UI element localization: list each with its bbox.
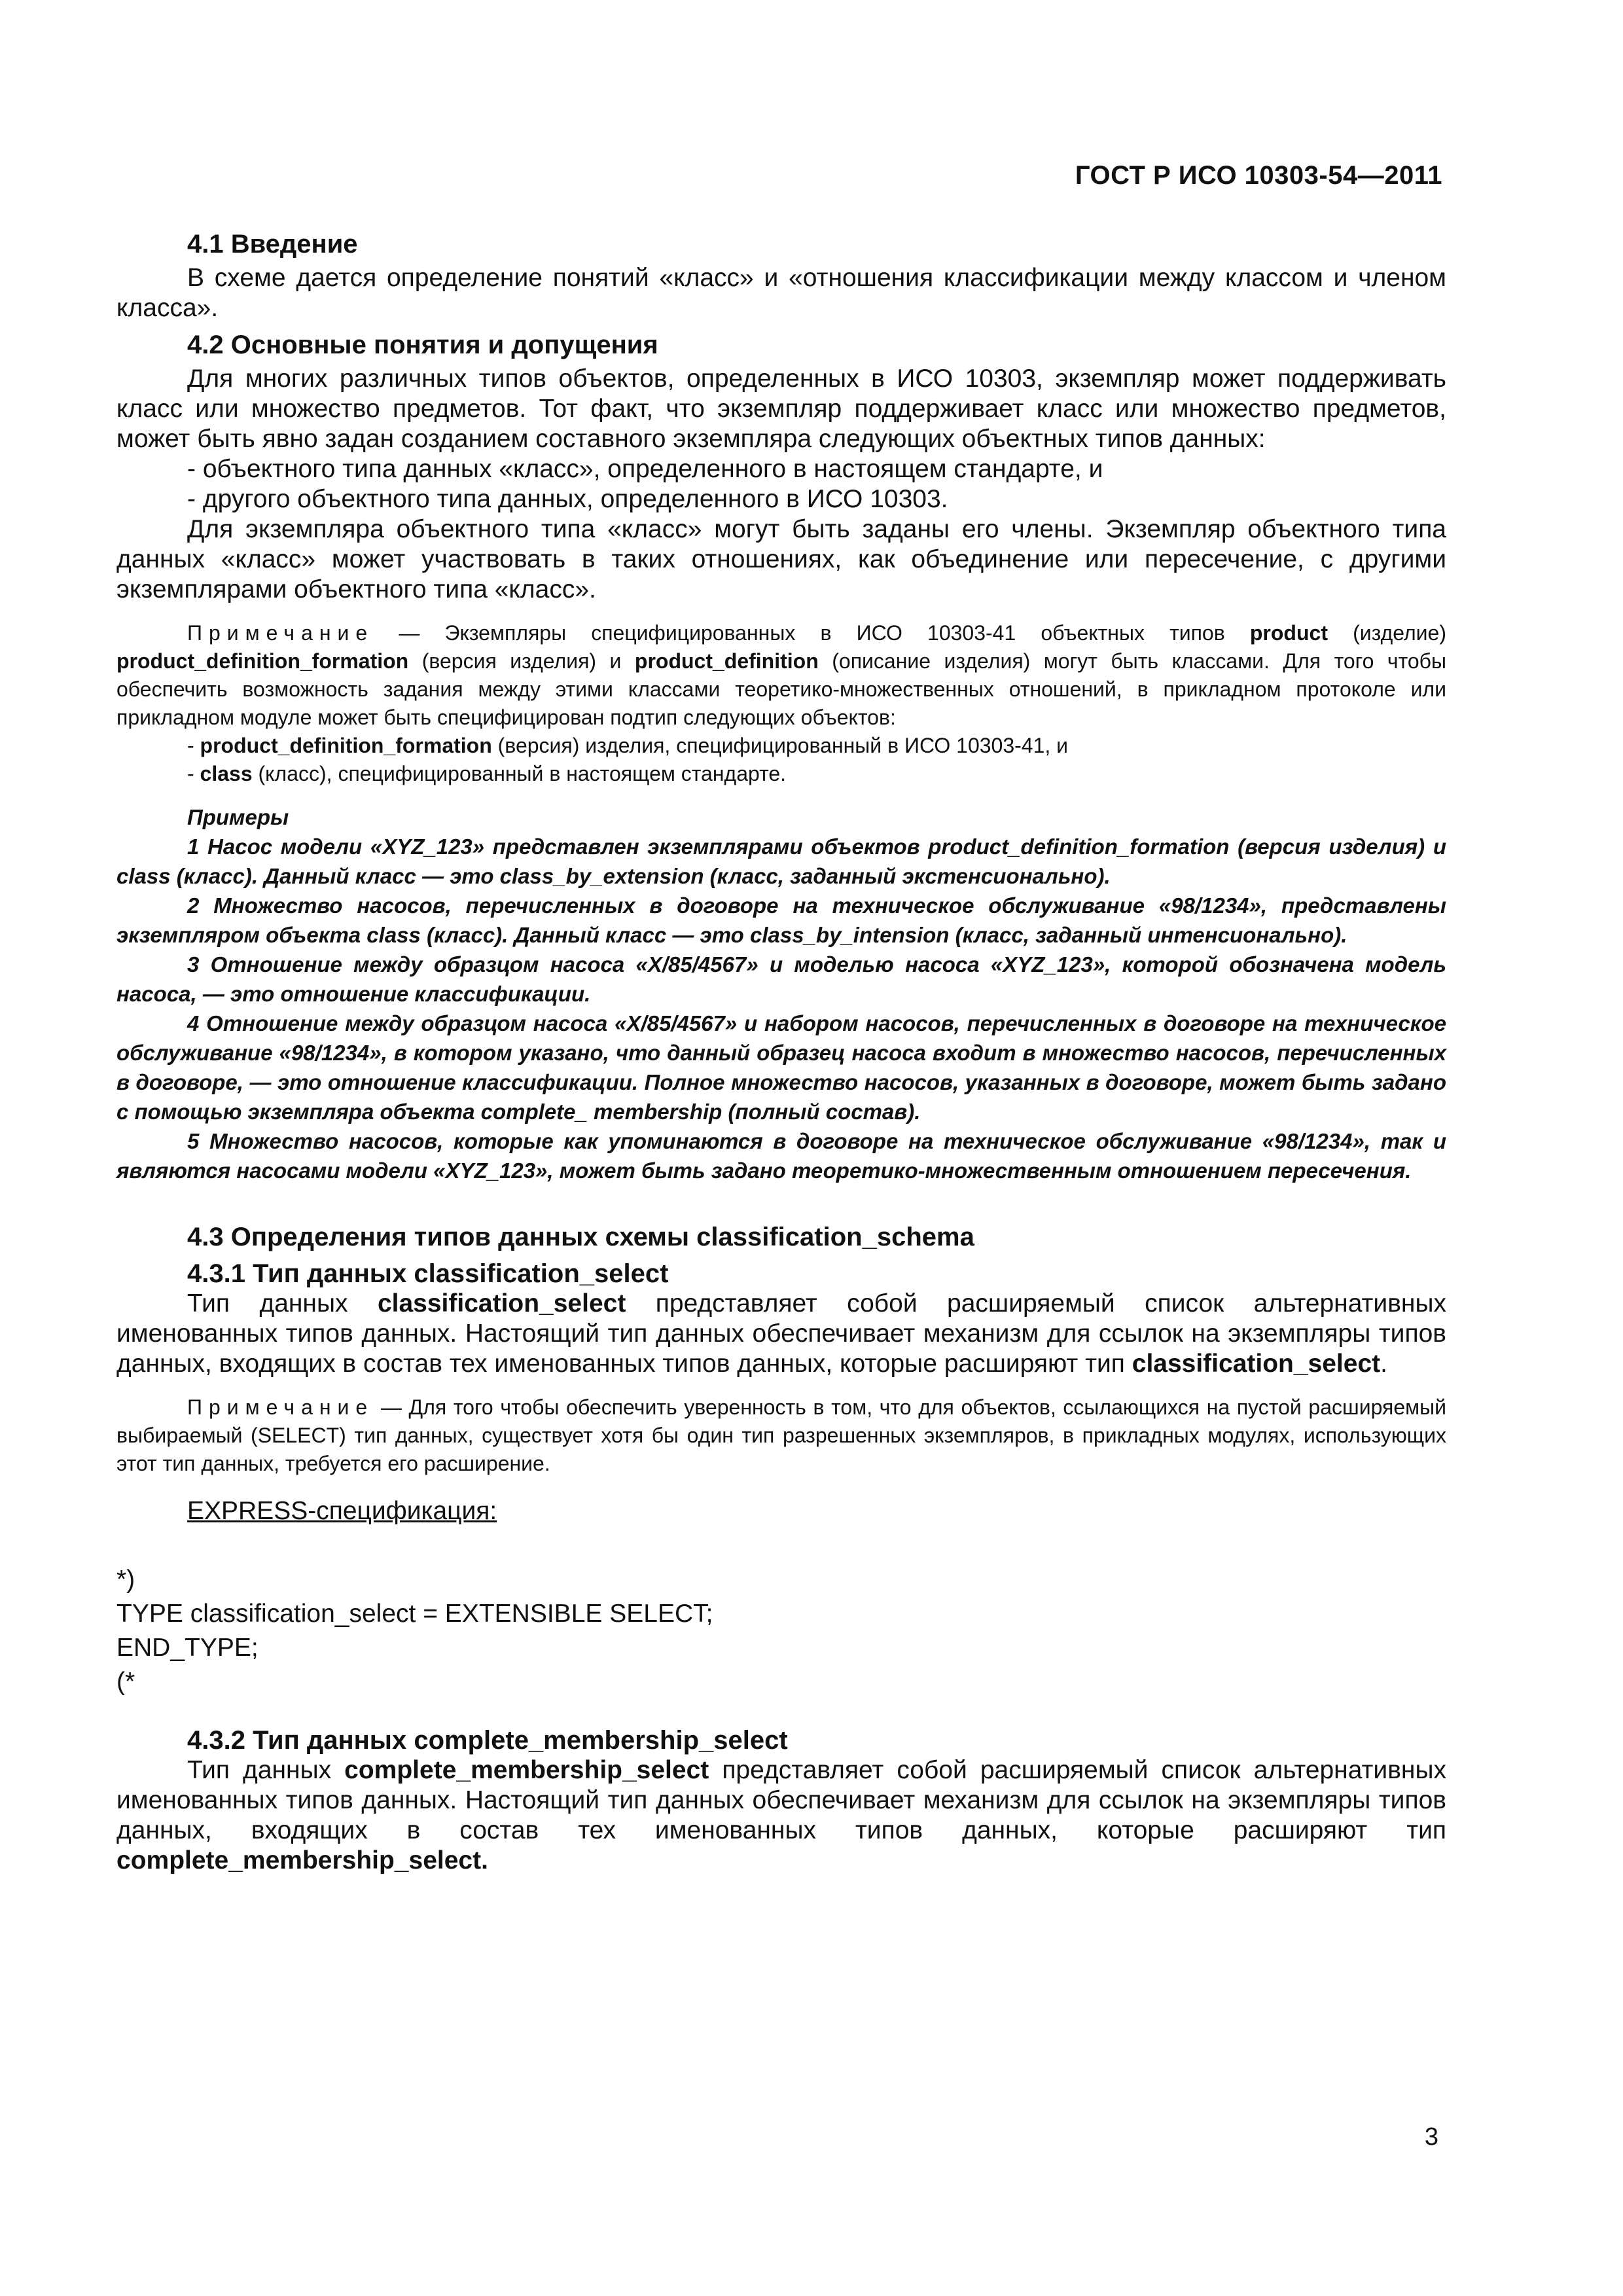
note-text: (версия изделия) и [408, 649, 635, 673]
note-term: product_definition [634, 649, 819, 673]
section-4-3-2-paragraph [116, 1755, 1446, 1876]
example-3: 3 Отношение между образцом насоса «X/85/4567» и моделью насоса «XYZ_123», которой обозначена модель насоса, — это отношение классификации. [116, 952, 1446, 1006]
section-4-1-paragraph: В схеме дается определение понятий «класс» и «отношения классификации между классом и членом класса». [116, 264, 1446, 322]
section-4-3-1-paragraph [116, 1289, 1446, 1379]
section-4-2-paragraph-2: Для экземпляра объектного типа «класс» могут быть заданы его члены. Экземпляр объектного типа данных «класс» может участвовать в таких отношениях, как объединение или пересечение, с другими экземплярами объектного типа «класс». [116, 515, 1446, 603]
page-number: 3 [1424, 2123, 1438, 2151]
note-list-item [187, 732, 1446, 760]
note-term: class [200, 762, 253, 785]
note-term: product_definition_formation [116, 649, 409, 673]
note-block [116, 1393, 1446, 1478]
code-line: (* [116, 1668, 135, 1696]
type-name: complete_membership_select. [116, 1846, 488, 1874]
list-dash: - [187, 762, 200, 785]
paragraph-text: Тип данных [187, 1756, 345, 1784]
type-name: classification_select [1132, 1350, 1381, 1378]
section-4-3-2-heading: 4.3.2 Тип данных complete_membership_select [187, 1726, 788, 1755]
type-name: complete_membership_select [344, 1756, 709, 1784]
code-line: TYPE classification_select = EXTENSIBLE SELECT; [116, 1600, 713, 1628]
express-code-block [116, 1563, 1446, 1699]
note-text: (описание изделия) могут быть классами. Для того чтобы обеспечить возможность задания между этими классами теоретико-множественных отношений, в прикладном протоколе или прикладном модуле может быть специфицирован подтип следующих объектов: [116, 649, 1446, 729]
examples-title: Примеры [187, 805, 289, 829]
example-5: 5 Множество насосов, которые как упоминаются в договоре на техническое обслуживание «98/1234», так и являются насосами модели «XYZ_123», может быть задано теоретико-множественным отношением пересечения. [116, 1129, 1446, 1183]
code-line: END_TYPE; [116, 1634, 259, 1662]
page-content [116, 229, 1446, 1876]
section-4-2-heading: 4.2 Основные понятия и допущения [187, 331, 658, 359]
document-header: ГОСТ Р ИСО 10303-54—2011 [1075, 161, 1442, 190]
express-spec-label: EXPRESS-спецификация: [187, 1497, 497, 1525]
note-text: (версия) изделия, специфицированный в ИСО 10303-41, и [491, 734, 1069, 757]
note-list-item [187, 760, 1446, 788]
note-term: product [1249, 621, 1328, 645]
note-block [116, 619, 1446, 732]
section-4-2-paragraph-1: Для многих различных типов объектов, определенных в ИСО 10303, экземпляр может поддерживать класс или множество предметов. Тот факт, что экземпляр поддерживает класс или множество предметов, может быть явно задан созданием составного экземпляра следующих объектных типов данных: [116, 365, 1446, 453]
note-text: (класс), специфицированный в настоящем стандарте. [252, 762, 787, 785]
code-line: *) [116, 1566, 135, 1594]
example-2: 2 Множество насосов, перечисленных в договоре на техническое обслуживание «98/1234», представлены экземпляром объекта class (класс). Данный класс — это class_by_intension (класс, заданный интенсионально). [116, 893, 1446, 947]
section-4-1-heading: 4.1 Введение [187, 230, 358, 259]
paragraph-text: Тип данных [187, 1289, 378, 1318]
example-1: 1 Насос модели «XYZ_123» представлен экземплярами объектов product_definition_formation (версия изделия) и class (класс). Данный класс — это class_by_extension (класс, заданный экстенсионально). [116, 834, 1446, 888]
note-label: Примечание [187, 621, 374, 645]
paragraph-text: . [1380, 1350, 1387, 1378]
paragraph-text: представляет собой расширяемый список альтернативных именованных типов данных. Настоящий тип данных обеспечивает механизм для ссылок на экземпляры типов данных, входящих в состав тех именованных типов данных, которые расширяют тип [116, 1756, 1446, 1844]
section-4-3-1-heading: 4.3.1 Тип данных classification_select [187, 1259, 669, 1288]
type-name: classification_select [377, 1289, 626, 1318]
list-item: - объектного типа данных «класс», определенного в настоящем стандарте, и [187, 455, 1103, 483]
list-item: - другого объектного типа данных, определенного в ИСО 10303. [187, 485, 948, 513]
note-text: (изделие) [1327, 621, 1447, 645]
list-dash: - [187, 734, 200, 757]
example-4: 4 Отношение между образцом насоса «X/85/4567» и набором насосов, перечисленных в договоре на техническое обслуживание «98/1234», в котором указано, что данный образец насоса входит в множество насосов, перечисленных в договоре, — это отношение классификации. Полное множество насосов, указанных в договоре, может быть задано с помощью экземпляра объекта complete_ membership (полный состав). [116, 1011, 1446, 1124]
note-term: product_definition_formation [200, 734, 492, 757]
section-4-3-heading: 4.3 Определения типов данных схемы classification_schema [187, 1223, 974, 1251]
paragraph-text: представляет собой расширяемый список альтернативных именованных типов данных. Настоящий тип данных обеспечивает механизм для ссылок на экземпляры типов данных, входящих в состав тех именованных типов данных, которые расширяют тип [116, 1289, 1446, 1378]
note-text: — Для того чтобы обеспечить уверенность в том, что для объектов, ссылающихся на пустой расширяемый выбираемый (SELECT) тип данных, существует хотя бы один тип разрешенных экземпляров, в прикладных модулях, использующих этот тип данных, требуется его расширение. [116, 1395, 1446, 1475]
note-text: — Экземпляры специфицированных в ИСО 10303-41 объектных типов [374, 621, 1250, 645]
note-label: Примечание [187, 1395, 374, 1419]
